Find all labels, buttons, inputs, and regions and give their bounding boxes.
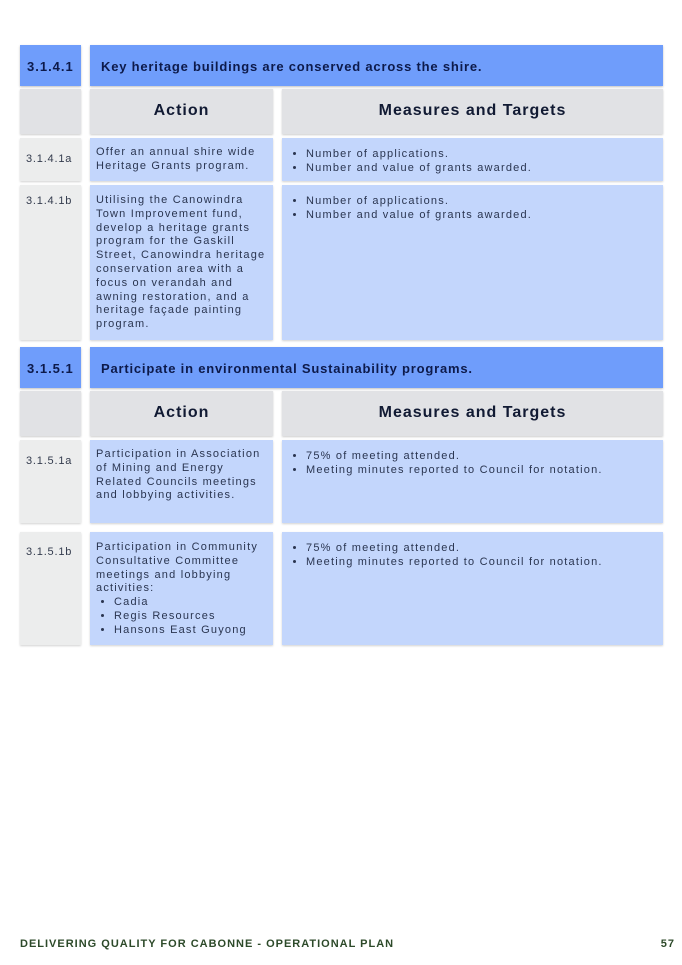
measures-cell bbox=[282, 440, 663, 523]
column-header-blank bbox=[20, 391, 81, 436]
row-id: 3.1.5.1b bbox=[26, 546, 73, 558]
action-subitem: • Regis Resources bbox=[114, 610, 267, 624]
action-text: Participation in Community Consultative Committee meetings and lobbying activities: bbox=[96, 541, 259, 595]
footer-title: DELIVERING QUALITY FOR CABONNE - OPERATIONAL PLAN bbox=[20, 938, 395, 950]
measure-item: • Meeting minutes reported to Council for notation. bbox=[306, 464, 657, 478]
measure-item: • Number of applications. bbox=[306, 195, 657, 209]
measure-item: • 75% of meeting attended. bbox=[306, 450, 657, 464]
row-id-cell bbox=[20, 185, 81, 340]
measure-item: • Number of applications. bbox=[306, 148, 657, 162]
column-header-blank bbox=[20, 89, 81, 134]
action-sublist bbox=[96, 596, 267, 637]
measures-list bbox=[288, 195, 657, 223]
measures-list bbox=[288, 542, 657, 570]
row-id-cell bbox=[20, 138, 81, 181]
measures-list bbox=[288, 148, 657, 176]
action-cell bbox=[90, 532, 273, 645]
section-header-title bbox=[90, 347, 663, 388]
row-id-cell bbox=[20, 532, 81, 645]
column-header-action: Action bbox=[90, 89, 273, 134]
measures-list bbox=[288, 450, 657, 478]
measures-cell bbox=[282, 532, 663, 645]
section-header-code bbox=[20, 347, 81, 388]
action-text: Utilising the Canowindra Town Improvement fund, develop a heritage grants program for the Gaskill Street, Canowindra heritage conservation area with a focus on verandah and awning restoration, and a heritage façade painting program. bbox=[96, 194, 266, 331]
section-title: Key heritage buildings are conserved across the shire. bbox=[101, 59, 483, 74]
row-id: 3.1.5.1a bbox=[26, 455, 73, 467]
action-subitem: • Cadia bbox=[114, 596, 267, 610]
measures-cell bbox=[282, 138, 663, 181]
measures-cell bbox=[282, 185, 663, 340]
action-text: Offer an annual shire wide Heritage Grants program. bbox=[96, 146, 256, 172]
row-id: 3.1.4.1b bbox=[26, 195, 73, 207]
action-subitem: • Hansons East Guyong bbox=[114, 624, 267, 638]
section-code: 3.1.4.1 bbox=[27, 59, 74, 74]
measure-item: • Meeting minutes reported to Council for notation. bbox=[306, 556, 657, 570]
section-header-title bbox=[90, 45, 663, 86]
column-header-action: Action bbox=[90, 391, 273, 436]
action-cell bbox=[90, 138, 273, 181]
measure-item: • 75% of meeting attended. bbox=[306, 542, 657, 556]
section-code: 3.1.5.1 bbox=[27, 361, 74, 376]
action-cell bbox=[90, 440, 273, 523]
measure-item: • Number and value of grants awarded. bbox=[306, 209, 657, 223]
action-cell bbox=[90, 185, 273, 340]
measure-item: • Number and value of grants awarded. bbox=[306, 162, 657, 176]
column-header-measures: Measures and Targets bbox=[282, 391, 663, 436]
page-number: 57 bbox=[660, 938, 675, 950]
row-id-cell bbox=[20, 440, 81, 523]
column-header-measures: Measures and Targets bbox=[282, 89, 663, 134]
section-title: Participate in environmental Sustainability programs. bbox=[101, 361, 473, 376]
action-text: Participation in Association of Mining and Energy Related Councils meetings and lobbying activities. bbox=[96, 448, 261, 502]
section-header-code bbox=[20, 45, 81, 86]
row-id: 3.1.4.1a bbox=[26, 153, 73, 165]
